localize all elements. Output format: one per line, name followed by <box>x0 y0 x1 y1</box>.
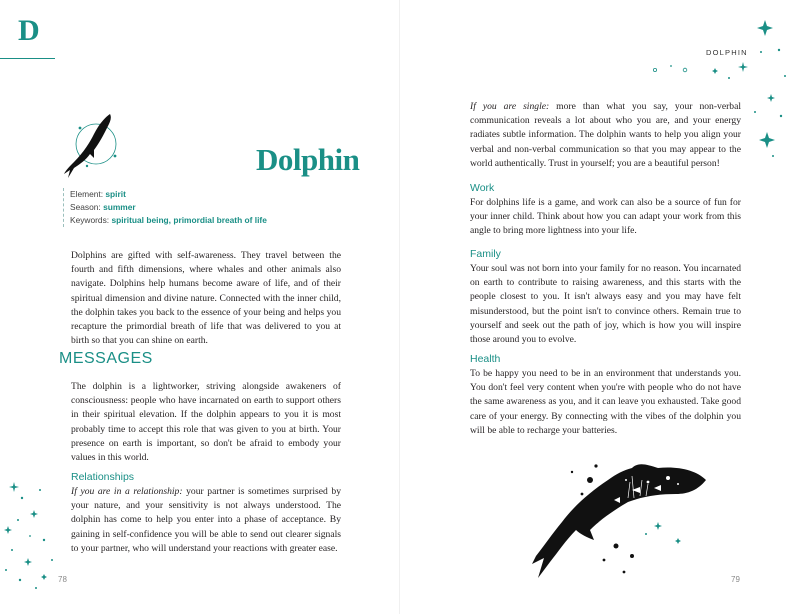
health-paragraph: To be happy you need to be in an environment that understands you. You don't feel very content when you're with people who do not have the same awareness as you, and it can leave you exhausted. Take good care of your energy. By connecting with the vibes of the dolphin you will be able to recharge your batteries. <box>470 368 741 436</box>
family-paragraph: Your soul was not born into your family for no reason. You incarnated on earth to contribute to raising awareness, and this starts with the people closest to you. It isn't always easy and you may have felt misunderstood, but the point isn't to convince others. Remain true to yourself and seek out the path of joy, which is how you will inspire those around you to evolve. <box>470 263 741 346</box>
attribute-season: Season: summer <box>70 202 136 212</box>
health-heading: Health <box>470 353 501 365</box>
running-head: DOLPHIN <box>706 48 748 57</box>
attribute-element: Element: spirit <box>70 189 126 199</box>
messages-paragraph: The dolphin is a lightworker, striving alongside awakeners of consciousness: people who have incarnated on earth to support others in their spiritual elevation. If the dolphin appears to you it is most probably time to accept this role that was given to you at birth. Your presence on earth is important, so don't be afraid to embody your values in this world. <box>71 381 341 464</box>
right-page <box>400 0 800 614</box>
section-letter: D <box>18 14 40 47</box>
messages-heading: MESSAGES <box>59 350 153 367</box>
page-number-left: 78 <box>58 575 67 584</box>
work-heading: Work <box>470 182 495 194</box>
work-paragraph: For dolphins life is a game, and work can also be a source of fun for your inner child. Think about how you can adapt your work from this angle to bring more lightness into your life. <box>470 197 741 237</box>
attribute-list <box>63 188 267 227</box>
single-paragraph: If you are single: more than what you say, your non-verbal communication reveals a lot about who you are, and your energy radiates subtle information. The dolphin wants to help you align your verbal and non-verbal communication so that you may appear to the world authentically. Trust in yourself; you are a beautiful person! <box>470 101 741 169</box>
relationships-paragraph: If you are in a relationship: your partner is sometimes surprised by your nature, and your sensitivity is not always understood. The dolphin has come to help you enter into a phase of acceptance. By gaining in self-confidence you will be able to send out clearer signals to your partner, who will understand your reactions with greater ease. <box>71 486 342 554</box>
intro-paragraph: Dolphins are gifted with self-awareness. They travel between the fourth and fifth dimensions, where whales and other animals also navigate. Dolphins help humans become aware of life, and of their spiritual dimension and divine nature. Connected with the inner child, the dolphin takes you back to the essence of your being and helps you recapture the primordial breath of life that was delivered to you at birth so that you can shine on earth. <box>71 250 341 347</box>
sparkle-stars-icon <box>0 470 60 610</box>
attribute-keywords: Keywords: spiritual being, primordial breath of life <box>70 215 267 225</box>
section-letter-rule <box>0 58 55 59</box>
page-title: Dolphin <box>256 142 360 177</box>
dolphin-illustration-icon <box>528 460 713 595</box>
family-heading: Family <box>470 248 501 260</box>
page-number-right: 79 <box>731 575 740 584</box>
relationships-heading: Relationships <box>71 471 135 483</box>
dolphin-emblem-icon <box>60 108 124 182</box>
